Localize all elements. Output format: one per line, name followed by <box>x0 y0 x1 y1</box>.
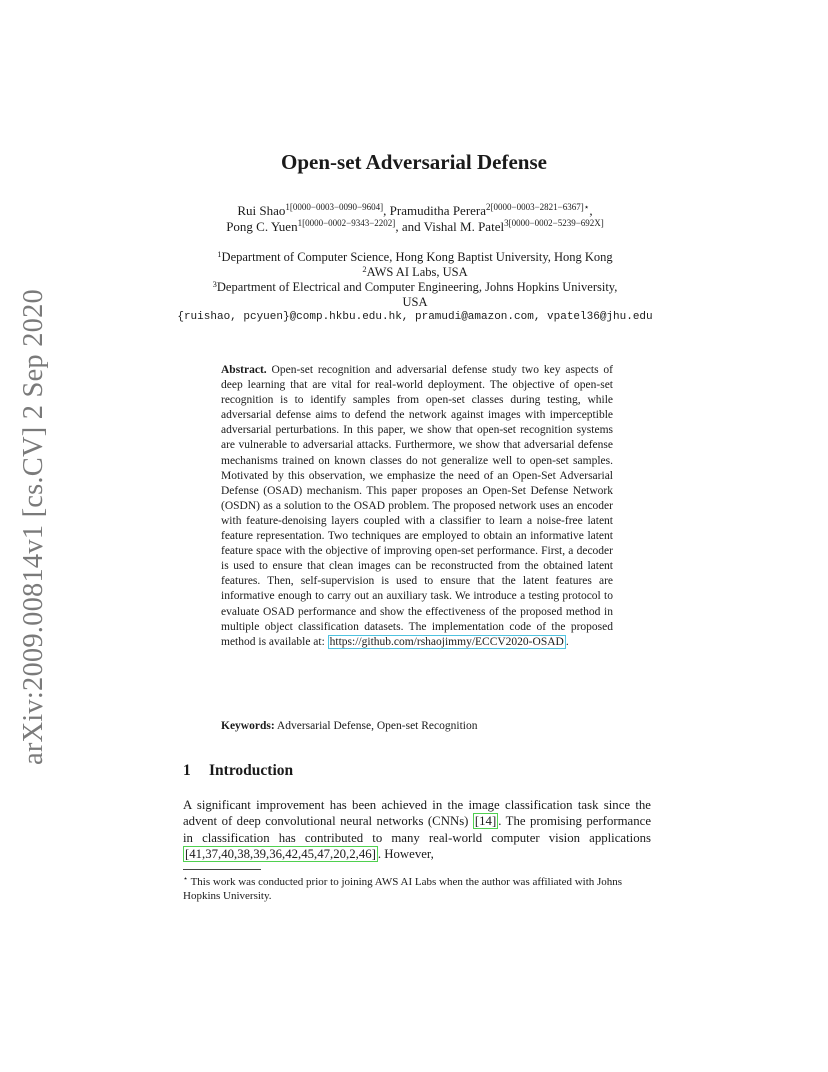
affiliation-1: $^1$Department of Computer Science, Hong Kong Baptist University, Hong Kong <box>217 249 613 264</box>
footnote-text: This work was conducted prior to joining AWS AI Labs when the author was affiliated with Johns Hopkins University. <box>183 876 623 902</box>
author-name: Pong C. Yuen <box>226 219 298 234</box>
citation-link[interactable]: [41,37,40,38,39,36,42,45,47,20,2,46] <box>185 847 376 862</box>
affiliation-3: $^3$Department of Electrical and Computer Engineering, Johns Hopkins University, <box>212 279 618 294</box>
abstract-label: Abstract. <box>221 364 267 376</box>
footnote <box>183 872 651 903</box>
keywords <box>221 720 613 732</box>
paper-title: Open-set Adversarial Defense <box>281 150 547 174</box>
section-title: Introduction <box>209 762 294 779</box>
author-orcid: 1[0000−0003−0090−9604] <box>285 202 384 212</box>
author-emails: {ruishao, pcyuen}@comp.hkbu.edu.hk, pramudi@amazon.com, vpatel36@jhu.edu <box>177 311 653 323</box>
abstract: Abstract. Open-set recognition and adversarial defense study two key aspects of deep learning that are vital for real-world deployment. The objective of open-set recognition is to identify samples from open-set classes during testing, while adversarial defense aims to defend the network against images with imperceptible adversarial perturbations. In this paper, we show that open-set recognition systems are vulnerable to adversarial attacks. Furthermore, we show that adversarial defense mechanisms trained on known classes do not generalize well to open-set samples. Motivated by this observation, we emphasize the need of an Open-Set Adversarial Defense (OSAD) mechanism. This paper proposes an Open-Set Defense Network (OSDN) as a solution to the OSAD problem. The proposed network uses an encoder with feature-denoising layers coupled with a classifier to learn a noise-free latent feature representation. Two techniques are employed to obtain an informative latent feature space with the objective of improving open-set performance. First, a decoder is used to ensure that clean images can be reconstructed from the obtained latent features. Then, self-supervision is used to ensure that the latent features are informative enough to carry out an auxiliary task. We introduce a testing protocol to evaluate OSAD performance and show the effectiveness of the proposed method in multiple object classification datasets. The implementation code of the proposed method is available at: https://github.com/rshaojimmy/ECCV2020-OSAD . <box>221 364 613 648</box>
author-orcid: 1[0000−0002−9343−2202] <box>297 218 396 228</box>
footnote-divider <box>183 869 261 870</box>
affiliation-3-cont: USA <box>402 295 428 309</box>
author-name: Vishal M. Patel <box>423 219 505 234</box>
code-link[interactable]: https://github.com/rshaojimmy/ECCV2020-OSAD <box>329 635 564 648</box>
footnote-mark: ⋆ <box>183 874 189 883</box>
affiliation-2: $^2$AWS AI Labs, USA <box>362 264 468 279</box>
arxiv-stamp-text: arXiv:2009.00814v1 [cs.CV] 2 Sep 2020 <box>18 288 49 766</box>
abstract-text: Open-set recognition and adversarial defense study two key aspects of deep learning that are vital for real-world deployment. The objective of open-set recognition is to identify samples from open-set classes during testing, while adversarial defense aims to defend the network against images with imperceptible adversarial perturbations. In this paper, we show that open-set recognition systems are vulnerable to adversarial attacks. Furthermore, we show that adversarial defense mechanisms trained on known classes do not generalize well to open-set samples. Motivated by this observation, we emphasize the need of an Open-Set Adversarial Defense (OSAD) mechanism. This paper proposes an Open-Set Defense Network (OSDN) as a solution to the OSAD problem. The proposed network uses an encoder with feature-denoising layers coupled with a classifier to learn a noise-free latent feature representation. Two techniques are employed to obtain an informative latent feature space with the objective of improving open-set performance. First, a decoder is used to ensure that clean images can be reconstructed from the obtained latent features. Then, self-supervision is used to ensure that the latent features are informative enough to carry out an auxiliary task. We introduce a testing protocol to evaluate OSAD performance and show the effectiveness of the proposed method in multiple object classification datasets. The implementation code of the proposed method is available at: <box>221 364 613 648</box>
section-number: 1 <box>183 762 191 779</box>
author-list: Rui Shao$^{1[0000-0003-0090-9604]}$, Pramuditha Perera$^{2[0000-0003-2821-6367]⋆}$, Pong C. Yuen$^{1[0000-0002-9343-2202]}$, and Vishal M. Patel$^{3[0000-0002-5239-692X]}$ <box>226 202 604 234</box>
author-name: Pramuditha Perera <box>389 203 487 218</box>
keywords-label: Keywords: <box>221 720 275 732</box>
arxiv-stamp <box>12 288 56 766</box>
author-name: Rui Shao <box>237 203 286 218</box>
citation-link[interactable]: [14] <box>474 814 497 829</box>
section-heading <box>183 762 293 780</box>
intro-paragraph: A significant improvement has been achieved in the image classification task since the advent of deep convolutional neural networks (CNNs) [14] . The promising performance in classification has contributed to many real-world computer vision applications [41,37,40,38,39,36,42,45,47,20,2,46] . However, <box>183 798 651 862</box>
author-orcid: 3[0000−0002−5239−692X] <box>504 218 604 228</box>
author-orcid: 2[0000−0003−2821−6367]⋆ <box>486 202 590 212</box>
keywords-text: Adversarial Defense, Open-set Recognition <box>276 720 478 732</box>
